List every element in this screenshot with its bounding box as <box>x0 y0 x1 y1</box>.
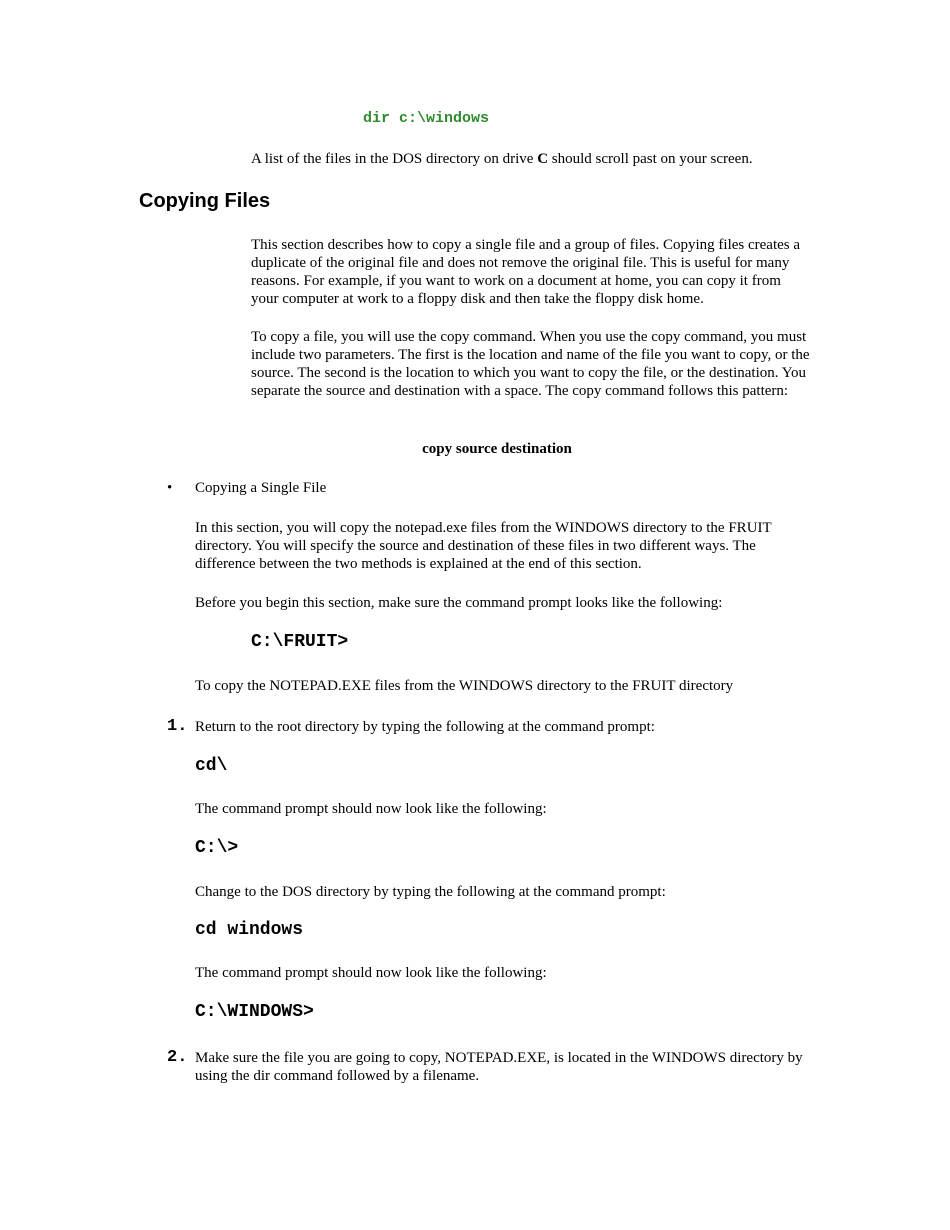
step-number: 2. <box>167 1048 188 1067</box>
copy-paragraph: To copy a file, you will use the copy command. When you use the copy command, you must include two parameters. The first is the location and name of the file you want to copy, or the source. The second is the location to which you want to copy the file, or the destination. You separate the source and destination with a space. The copy command follows this pattern: <box>251 329 810 399</box>
command-cd-windows: cd windows <box>195 920 304 940</box>
bullet-icon: • <box>167 480 173 496</box>
to-copy-line: To copy the NOTEPAD.EXE files from the WINDOWS directory to the FRUIT directory <box>195 678 734 694</box>
top-command: dir c:\windows <box>363 110 490 127</box>
prompt-check-text: Before you begin this section, make sure the command prompt looks like the following: <box>195 595 723 611</box>
command-cd-root: cd\ <box>195 756 228 776</box>
step-note: The command prompt should now look like the following: <box>195 965 547 981</box>
top-note-after: should scroll past on your screen. <box>548 151 753 167</box>
prompt-windows: C:\WINDOWS> <box>195 1002 314 1022</box>
top-note-before: A list of the files in the DOS directory on drive <box>251 151 538 167</box>
single-file-paragraph: In this section, you will copy the notepad.exe files from the WINDOWS directory to the FRUIT directory. You will specify the source and destination of these files in two different ways. The difference between the two methods is explained at the end of this section. <box>195 520 772 572</box>
step-note: The command prompt should now look like the following: <box>195 801 547 817</box>
step-text: Return to the root directory by typing the following at the command prompt: <box>195 719 655 735</box>
top-note <box>251 150 811 168</box>
copy-pattern: copy source destination <box>422 441 572 457</box>
intro-paragraph: This section describes how to copy a single file and a group of files. Copying files creates a duplicate of the original file and does not remove the original file. This is useful for many reasons. For example, if you want to work on a document at home, you can copy it from your computer at work to a floppy disk and then take the floppy disk home. <box>251 237 801 307</box>
step-text: Make sure the file you are going to copy, NOTEPAD.EXE, is located in the WINDOWS directory by using the dir command followed by a filename. <box>195 1050 803 1084</box>
step-number: 1. <box>167 717 188 736</box>
step-note: Change to the DOS directory by typing the following at the command prompt: <box>195 884 666 900</box>
bullet-label: Copying a Single File <box>195 480 327 496</box>
section-heading: Copying Files <box>139 190 271 212</box>
top-note-drive: C <box>537 151 549 167</box>
prompt-fruit: C:\FRUIT> <box>251 632 349 652</box>
prompt-root: C:\> <box>195 838 239 858</box>
